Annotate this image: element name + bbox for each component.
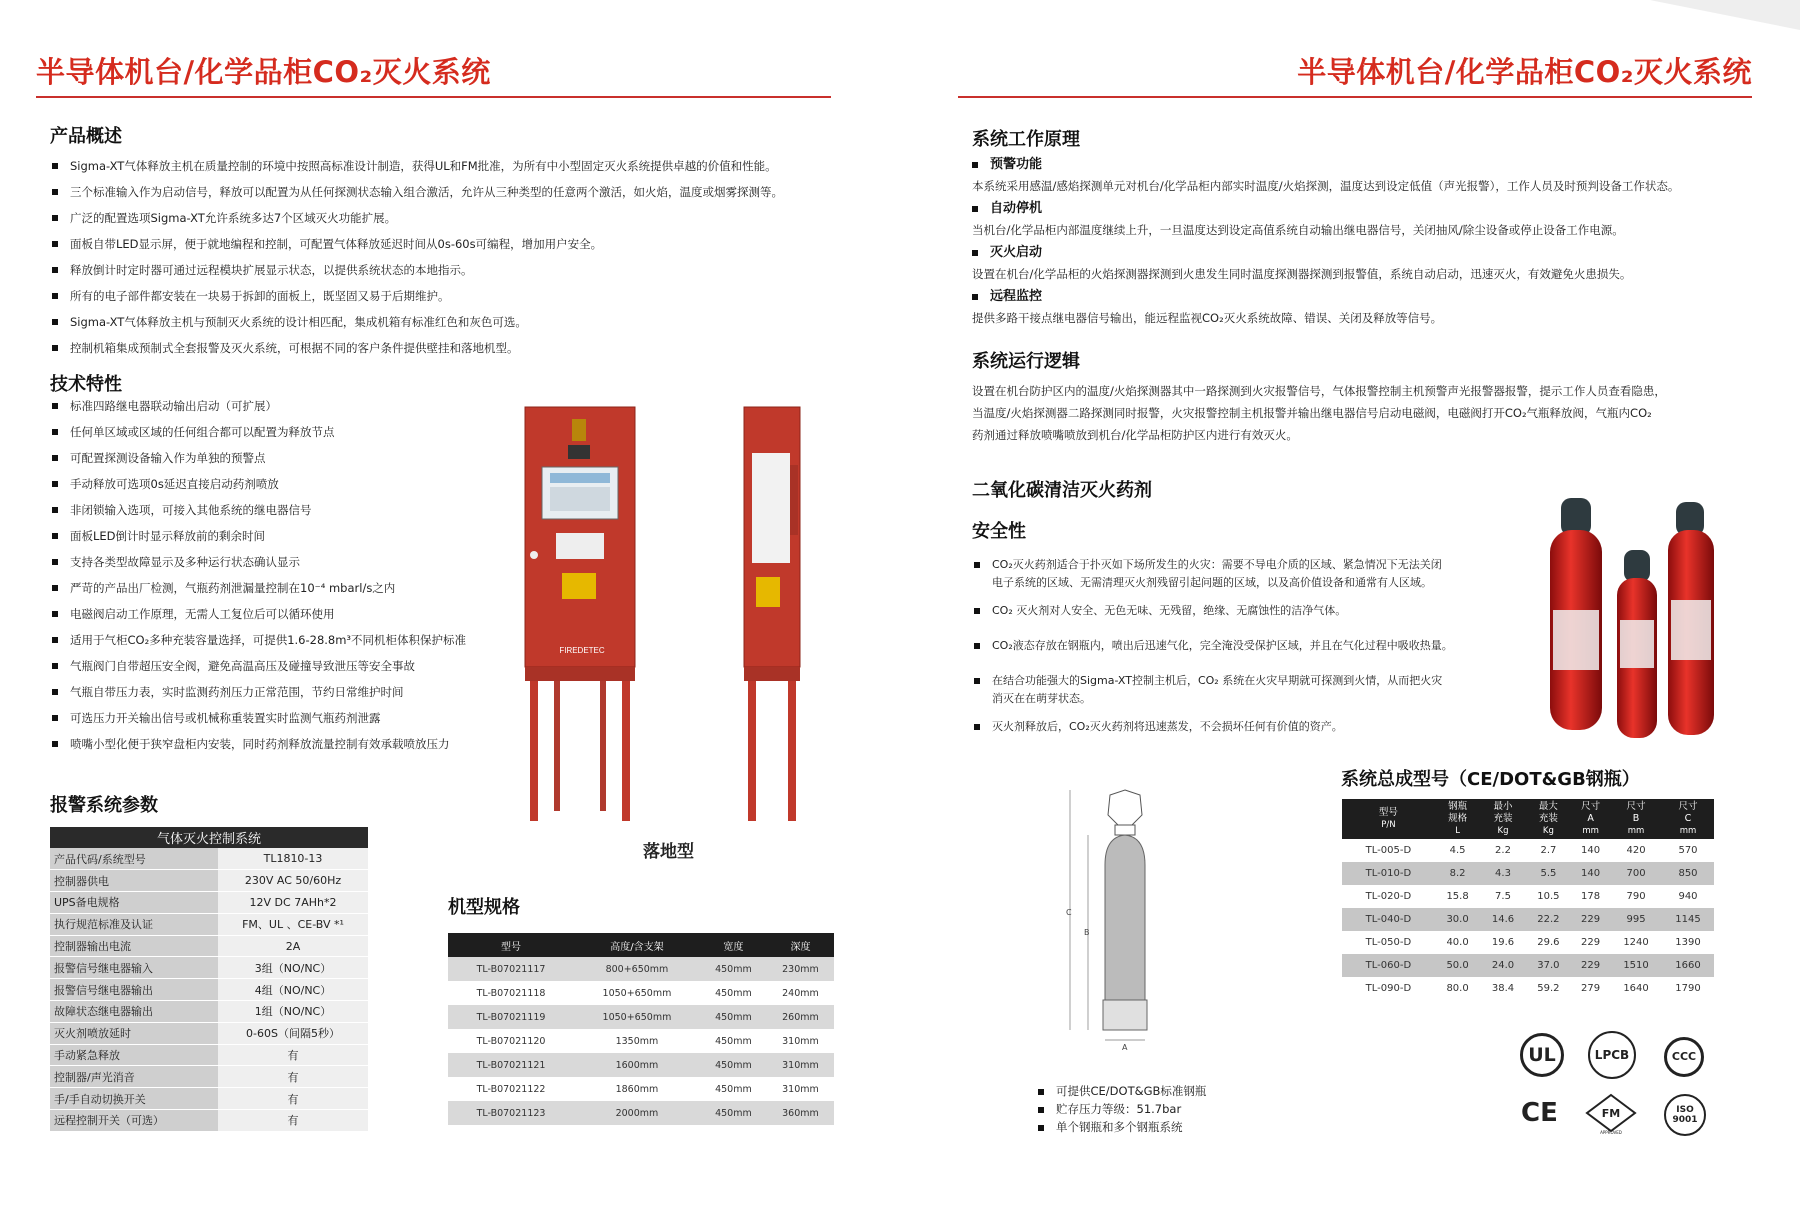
list-item: 非闭锁输入选项，可接入其他系统的继电器信号 <box>50 497 466 523</box>
table-row: TL-050-D 40.0 19.6 29.6 229 1240 1390 <box>1365 937 1701 948</box>
list-item: 支持各类型故障显示及多种运行状态确认显示 <box>50 549 466 575</box>
left-page-title: 半导体机台/化学品柜CO₂灭火系统 <box>36 55 491 89</box>
list-item: 在结合功能强大的Sigma-XT控制主机后，CO₂ 系统在火灾早期就可探测到火情，从而把火灾 消灭在在萌芽状态。 <box>972 672 1453 718</box>
list-item: 贮存压力等级：51.7bar <box>1038 1100 1206 1118</box>
cabinet-front-image <box>520 405 640 825</box>
brand-label: FIREDETEC <box>559 646 605 655</box>
table-row: TL-B07021121 1600mm 450mm 310mm <box>448 1053 834 1077</box>
tech-list <box>50 393 466 757</box>
table-row: TL-005-D 4.5 2.2 2.7 140 420 570 <box>1365 845 1698 856</box>
models-header-1: 钢瓶 规格 L <box>1435 799 1480 839</box>
models-heading: 系统总成型号（CE/DOT&GB钢瓶） <box>1341 769 1640 790</box>
svg-text:APPROVED: APPROVED <box>1600 1130 1622 1135</box>
table-row: 报警信号继电器输入 3组（NO/NC） <box>50 957 368 979</box>
list-item: CO₂灭火药剂适合于扑灭如下场所发生的火灾：需要不导电介质的区域、紧急情况下无法关闭 电子系统的区域、无需清理灭火剂残留引起问题的区域，以及高价值设备和通常有人区域。 <box>972 556 1453 602</box>
models-header-5: 尺寸 B mm <box>1610 799 1662 839</box>
list-item: CO₂液态存放在钢瓶内，喷出后迅速气化，完全淹没受保护区域，并且在气化过程中吸收热量。 <box>972 637 1453 672</box>
list-item: 气瓶阀门自带超压安全阀，避免高温高压及碰撞导致泄压等安全事故 <box>50 653 466 679</box>
list-item: 喷嘴小型化便于狭窄盘柜内安装，同时药剂释放流量控制有效承载喷放压力 <box>50 731 466 757</box>
list-item: 可配置探测设备输入作为单独的预警点 <box>50 445 466 471</box>
left-title-rule <box>36 96 831 98</box>
cylinder-notes <box>1038 1082 1206 1136</box>
models-header-6: 尺寸 C mm <box>1662 799 1714 839</box>
list-item: 所有的电子部件都安装在一块易于拆卸的面板上，既坚固又易于后期维护。 <box>50 283 783 309</box>
list-item: 电磁阀启动工作原理，无需人工复位后可以循环使用 <box>50 601 466 627</box>
table-row: UPS备电规格 12V DC 7AHh*2 <box>50 892 368 914</box>
lpcb-logo-icon: LPCB <box>1588 1031 1636 1079</box>
list-item: 控制机箱集成预制式全套报警及灭火系统，可根据不同的客户条件提供壁挂和落地机型。 <box>50 335 783 361</box>
iso9001-logo-icon: ISO 9001 <box>1664 1094 1706 1136</box>
table-row: TL-B07021117 800+650mm 450mm 230mm <box>448 957 834 981</box>
ul-logo-icon: UL <box>1520 1033 1564 1077</box>
list-item: 标准四路继电器联动输出启动（可扩展） <box>50 393 466 419</box>
ccc-logo-icon: CCC <box>1664 1037 1704 1077</box>
list-item: CO₂ 灭火剂对人安全、无色无味、无残留，绝缘、无腐蚀性的洁净气体。 <box>972 602 1453 637</box>
list-item: Sigma-XT气体释放主机与预制灭火系统的设计相匹配，集成机箱有标准红色和灰色可选。 <box>50 309 783 335</box>
table-row: 控制器输出电流 2A <box>50 935 368 957</box>
table-row: 控制器/声光消音 有 <box>50 1066 368 1088</box>
safety-list <box>972 556 1453 740</box>
table-row: 故障状态继电器输出 1组（NO/NC） <box>50 1001 368 1023</box>
models-header-3: 最大 充装 Kg <box>1526 799 1571 839</box>
overview-list <box>50 153 783 361</box>
table-row: TL-090-D 80.0 38.4 59.2 279 1640 1790 <box>1365 983 1701 994</box>
table-row: TL-B07021120 1350mm 450mm 310mm <box>476 1035 819 1047</box>
principle-list: 预警功能 本系统采用感温/感焰探测单元对机台/化学品柜内部实时温度/火焰探测，温度达到设定低值（声光报警），工作人员及时预判设备工作状态。 自动停机 当机台/化学品柜内部温度继续上升，一旦温度达到设定高值系统自动输出继电器信号，关闭抽风/除尘设备或停止设备工作电源。 灭火启动 设置在机台/化学品柜的火焰探测器探测到火患发生同时温度探测器探测到报警值，系统自动启动，迅速灭火，有效避免火患损失。 远程监控 提供多路干接点继电器信号输出，能远程监视CO₂灭火系统故障、错误、关闭及释放等信号。 <box>972 157 1680 325</box>
list-item: 可提供CE/DOT&GB标准钢瓶 <box>1038 1082 1206 1100</box>
co2-cylinders-image <box>1545 490 1740 740</box>
logic-paragraph: 设置在机台防护区内的温度/火焰探测器其中一路探测到火灾报警信号，气体报警控制主机预警声光报警器报警，提示工作人员查看隐患， 当温度/火焰探测器二路探测同时报警，火灾报警控制主机报警并输出继电器信号启动电磁阀，电磁阀打开CO₂气瓶释放阀，气瓶内CO₂ 药剂通过释放喷嘴喷放到机台/化学品柜防护区内进行有效灭火。 <box>972 384 1666 442</box>
alarm-table-title: 气体灭火控制系统 <box>50 827 368 848</box>
cylinder-dimension-drawing <box>1060 785 1190 1055</box>
list-item: 气瓶自带压力表，实时监测药剂压力正常范围，节约日常维护时间 <box>50 679 466 705</box>
ce-logo-icon: CE <box>1521 1098 1558 1128</box>
tech-heading: 技术特性 <box>50 374 122 395</box>
svg-text:B: B <box>1084 928 1090 937</box>
table-row: 手动紧急释放 有 <box>50 1044 368 1066</box>
table-row: 灭火剂喷放延时 0-60S（间隔5秒） <box>50 1022 368 1044</box>
table-row: TL-010-D 8.2 4.3 5.5 140 700 850 <box>1342 862 1714 885</box>
list-item: 适用于气柜CO₂多种充装容量选择，可提供1.6-28.8m³不同机柜体积保护标准 <box>50 627 466 653</box>
alarm-params-table <box>50 827 368 1132</box>
dims-table: 型号 高度/含支架 宽度 深度 TL-B07021117 800+650mm 450mm 230mm TL-B07021118 1050+650mm 450mm 240mm TL-B07021119 1050+650mm 450mm 260mm TL-B07021120 1350mm 450mm 310mm TL-B07021121 1600mm 450mm 310mm TL-B07021122 1860mm 450mm 310mm TL-B07021123 2000mm 450mm 360mm <box>448 933 834 1125</box>
table-row: TL-020-D 15.8 7.5 10.5 178 790 940 <box>1365 891 1698 902</box>
table-row: TL-040-D 30.0 14.6 22.2 229 995 1145 <box>1342 908 1714 931</box>
models-header-0: 型号 P/N <box>1342 799 1435 839</box>
dims-heading: 机型规格 <box>448 897 520 918</box>
svg-text:C: C <box>1066 908 1072 917</box>
list-item: 任何单区域或区域的任何组合都可以配置为释放节点 <box>50 419 466 445</box>
table-row: TL-060-D 50.0 24.0 37.0 229 1510 1660 <box>1342 954 1714 977</box>
list-item: 广泛的配置选项Sigma-XT允许系统多达7个区域灭火功能扩展。 <box>50 205 783 231</box>
table-row: TL-B07021122 1860mm 450mm 310mm <box>476 1083 819 1095</box>
list-item: 单个钢瓶和多个钢瓶系统 <box>1038 1118 1206 1136</box>
table-row: 控制器供电 230V AC 50/60Hz <box>50 870 368 892</box>
overview-heading: 产品概述 <box>50 126 122 147</box>
list-item: Sigma-XT气体释放主机在质量控制的环境中按照高标准设计制造，获得UL和FM批准，为所有中小型固定灭火系统提供卓越的价值和性能。 <box>50 153 783 179</box>
list-item: 手动释放可选项0s延迟直接启动药剂喷放 <box>50 471 466 497</box>
cabinet-caption: 落地型 <box>643 842 694 862</box>
agent-heading: 二氧化碳清洁灭火药剂 <box>972 480 1152 501</box>
safety-heading: 安全性 <box>972 521 1026 542</box>
list-item: 三个标准输入作为启动信号，释放可以配置为从任何探测状态输入组合激活，允许从三种类型的任意两个激活，如火焰，温度或烟雾探测等。 <box>50 179 783 205</box>
list-item: 可选压力开关输出信号或机械称重装置实时监测气瓶药剂泄露 <box>50 705 466 731</box>
svg-text:A: A <box>1122 1043 1128 1052</box>
models-header-2: 最小 充装 Kg <box>1480 799 1525 839</box>
table-row: TL-B07021119 1050+650mm 450mm 260mm <box>448 1005 834 1029</box>
table-row: TL-B07021118 1050+650mm 450mm 240mm <box>476 987 819 999</box>
svg-text:FM: FM <box>1601 1107 1621 1120</box>
table-row: 远程控制开关（可选） 有 <box>50 1110 368 1132</box>
table-row: TL-B07021123 2000mm 450mm 360mm <box>448 1101 834 1125</box>
principle-heading: 系统工作原理 <box>972 129 1080 150</box>
list-item: 严苛的产品出厂检测，气瓶药剂泄漏量控制在10⁻⁴ mbarl/s之内 <box>50 575 466 601</box>
right-page-title: 半导体机台/化学品柜CO₂灭火系统 <box>1297 55 1752 89</box>
list-item: 灭火剂释放后，CO₂灭火药剂将迅速蒸发，不会损坏任何有价值的资产。 <box>972 718 1453 740</box>
models-table <box>1342 799 1714 1000</box>
table-row: 报警信号继电器输出 4组（NO/NC） <box>50 979 368 1001</box>
list-item: 释放倒计时定时器可通过远程模块扩展显示状态，以提供系统状态的本地指示。 <box>50 257 783 283</box>
right-title-rule <box>958 96 1752 98</box>
table-row: 手/手自动切换开关 有 <box>50 1088 368 1110</box>
cabinet-side-image <box>738 405 808 825</box>
list-item: 面板LED倒计时显示释放前的剩余时间 <box>50 523 466 549</box>
table-row: 执行规范标准及认证 FM、UL 、CE-BV *¹ <box>50 913 368 935</box>
models-header-4: 尺寸 A mm <box>1571 799 1610 839</box>
alarm-heading: 报警系统参数 <box>50 795 158 816</box>
fm-approved-logo-icon <box>1583 1093 1639 1135</box>
corner-decoration <box>1650 0 1800 30</box>
table-row: 产品代码/系统型号 TL1810-13 <box>50 848 368 870</box>
list-item: 面板自带LED显示屏，便于就地编程和控制，可配置气体释放延迟时间从0s-60s可编程，增加用户安全。 <box>50 231 783 257</box>
logic-heading: 系统运行逻辑 <box>972 351 1080 372</box>
